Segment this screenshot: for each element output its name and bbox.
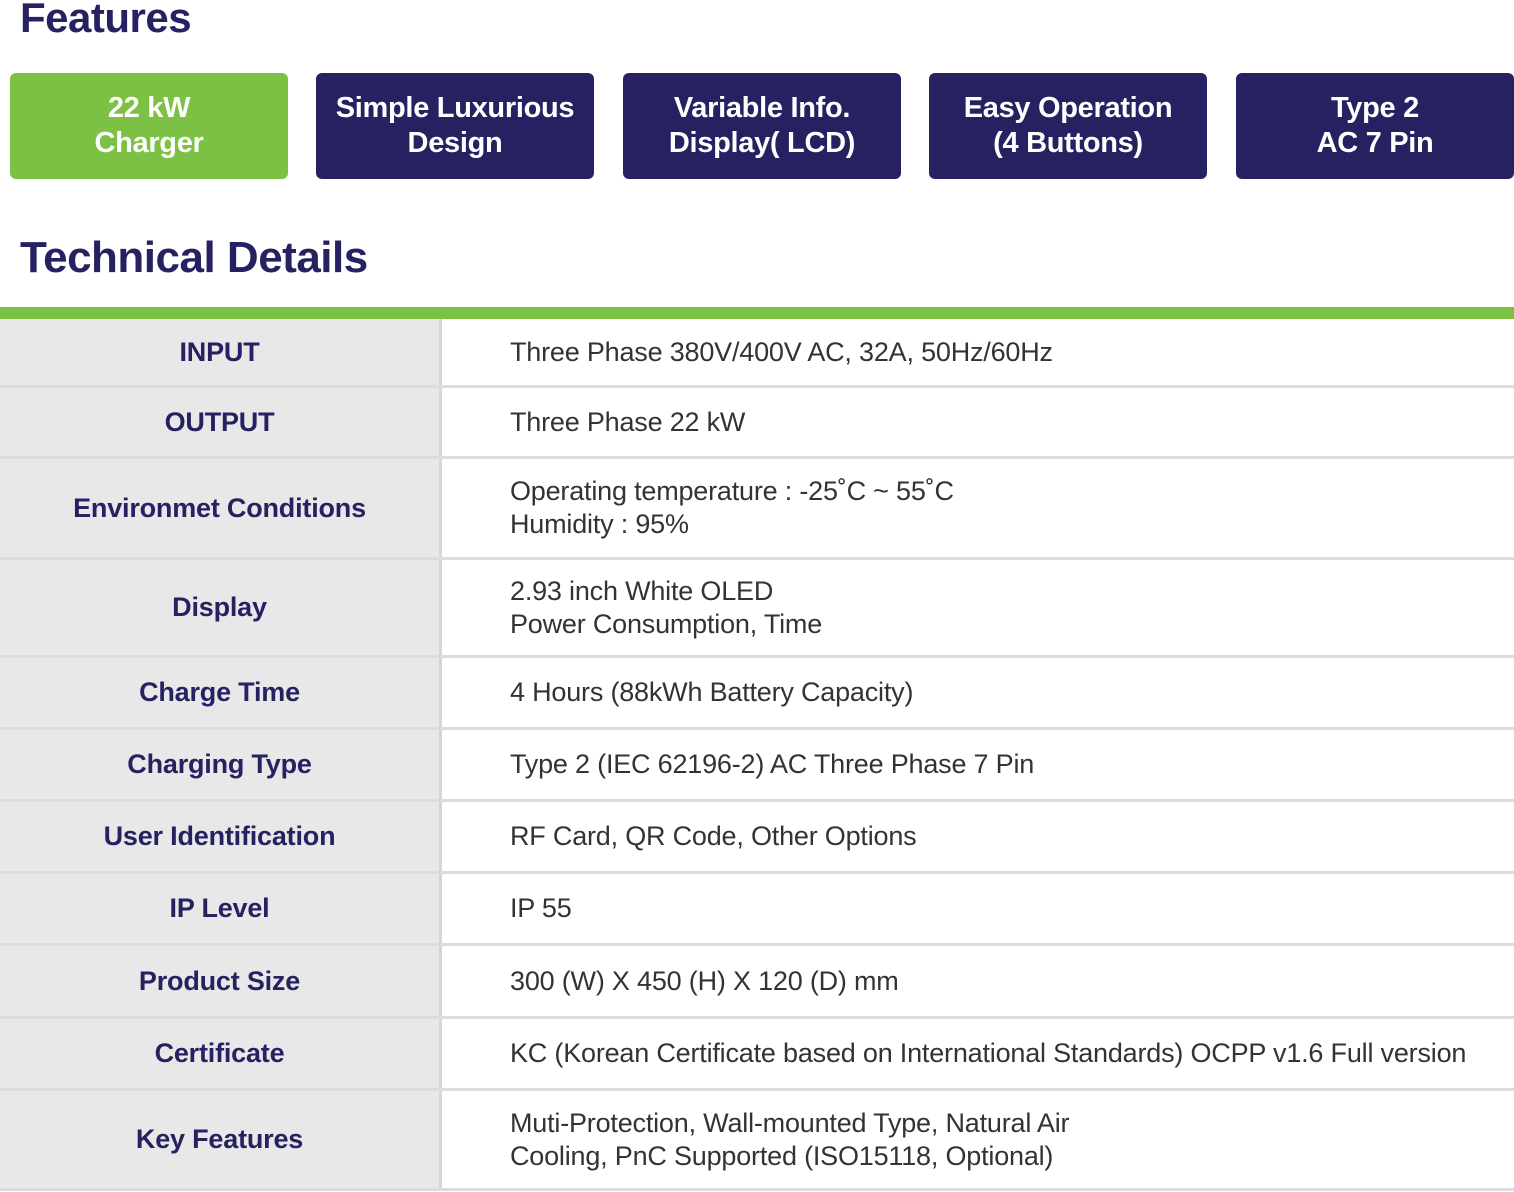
spec-label: Key Features — [0, 1091, 442, 1188]
spec-label: INPUT — [0, 319, 442, 385]
spec-value-line: IP 55 — [510, 893, 572, 923]
spec-value — [442, 319, 1514, 385]
spec-value — [442, 388, 1514, 456]
spec-label: Product Size — [0, 946, 442, 1016]
spec-value-line: Humidity : 95% — [510, 509, 689, 539]
spec-table — [0, 319, 1514, 1191]
spec-value-line: RF Card, QR Code, Other Options — [510, 821, 917, 851]
spec-row-certificate — [0, 1019, 1514, 1091]
section-divider — [0, 307, 1514, 319]
feature-card-simple-luxurious-design — [316, 73, 594, 179]
spec-value-line: KC (Korean Certificate based on International Standards) OCPP v1.6 Full version — [510, 1038, 1467, 1068]
technical-details-heading: Technical Details — [20, 233, 368, 282]
feature-card-line2: Design — [407, 127, 503, 159]
spec-label: Charging Type — [0, 730, 442, 799]
spec-value — [442, 946, 1514, 1016]
spec-value — [442, 874, 1514, 943]
spec-value — [442, 658, 1514, 727]
feature-card-line2: Display( LCD) — [668, 127, 856, 159]
spec-row-output — [0, 388, 1514, 459]
spec-label: OUTPUT — [0, 388, 442, 456]
spec-value-line: Power Consumption, Time — [510, 608, 823, 639]
spec-value — [442, 1019, 1514, 1088]
feature-card-easy-operation — [929, 73, 1207, 179]
spec-row-ip-level — [0, 874, 1514, 946]
spec-label: Environmet Conditions — [0, 459, 442, 557]
spec-row-environment-conditions — [0, 459, 1514, 560]
spec-value-line: Muti-Protection, Wall-mounted Type, Natural Air — [510, 1107, 1070, 1138]
feature-cards — [10, 73, 1514, 179]
feature-card-line2: (4 Buttons) — [993, 127, 1143, 159]
feature-card-line2: Charger — [94, 127, 204, 159]
feature-card-line1: Simple Luxurious — [335, 92, 575, 124]
spec-row-charge-time — [0, 658, 1514, 730]
spec-value — [442, 730, 1514, 799]
spec-label: User Identification — [0, 802, 442, 871]
spec-value-line: 4 Hours (88kWh Battery Capacity) — [510, 677, 914, 707]
spec-row-charging-type — [0, 730, 1514, 802]
feature-card-22kw-charger — [10, 73, 288, 179]
spec-label: Certificate — [0, 1019, 442, 1088]
spec-row-key-features — [0, 1091, 1514, 1191]
spec-row-display — [0, 560, 1514, 658]
spec-value-line: Cooling, PnC Supported (ISO15118, Optional) — [510, 1140, 1054, 1171]
spec-row-user-identification — [0, 802, 1514, 874]
spec-value — [442, 802, 1514, 871]
feature-card-type2-ac-7pin — [1236, 73, 1514, 179]
spec-value-line: Operating temperature : -25˚C ~ 55˚C — [510, 476, 954, 506]
spec-row-product-size — [0, 946, 1514, 1019]
features-heading: Features — [20, 0, 192, 41]
spec-value-line: 2.93 inch White OLED — [510, 575, 774, 606]
spec-value-line: Type 2 (IEC 62196-2) AC Three Phase 7 Pin — [510, 749, 1035, 779]
spec-value-line: Three Phase 380V/400V AC, 32A, 50Hz/60Hz — [510, 336, 1053, 367]
feature-card-line1: Type 2 — [1331, 92, 1419, 124]
spec-label: IP Level — [0, 874, 442, 943]
feature-card-line2: AC 7 Pin — [1316, 127, 1434, 159]
feature-card-line1: 22 kW — [107, 92, 191, 124]
spec-value-line: Three Phase 22 kW — [510, 406, 746, 437]
feature-card-line1: Variable Info. — [673, 92, 851, 124]
spec-label: Display — [0, 560, 442, 655]
spec-value — [442, 560, 1514, 655]
spec-value — [442, 1091, 1514, 1188]
spec-value-line: 300 (W) X 450 (H) X 120 (D) mm — [510, 965, 899, 996]
spec-value — [442, 459, 1514, 557]
feature-card-line1: Easy Operation — [963, 92, 1173, 124]
spec-label: Charge Time — [0, 658, 442, 727]
spec-row-input — [0, 319, 1514, 388]
feature-card-variable-info-display — [623, 73, 901, 179]
